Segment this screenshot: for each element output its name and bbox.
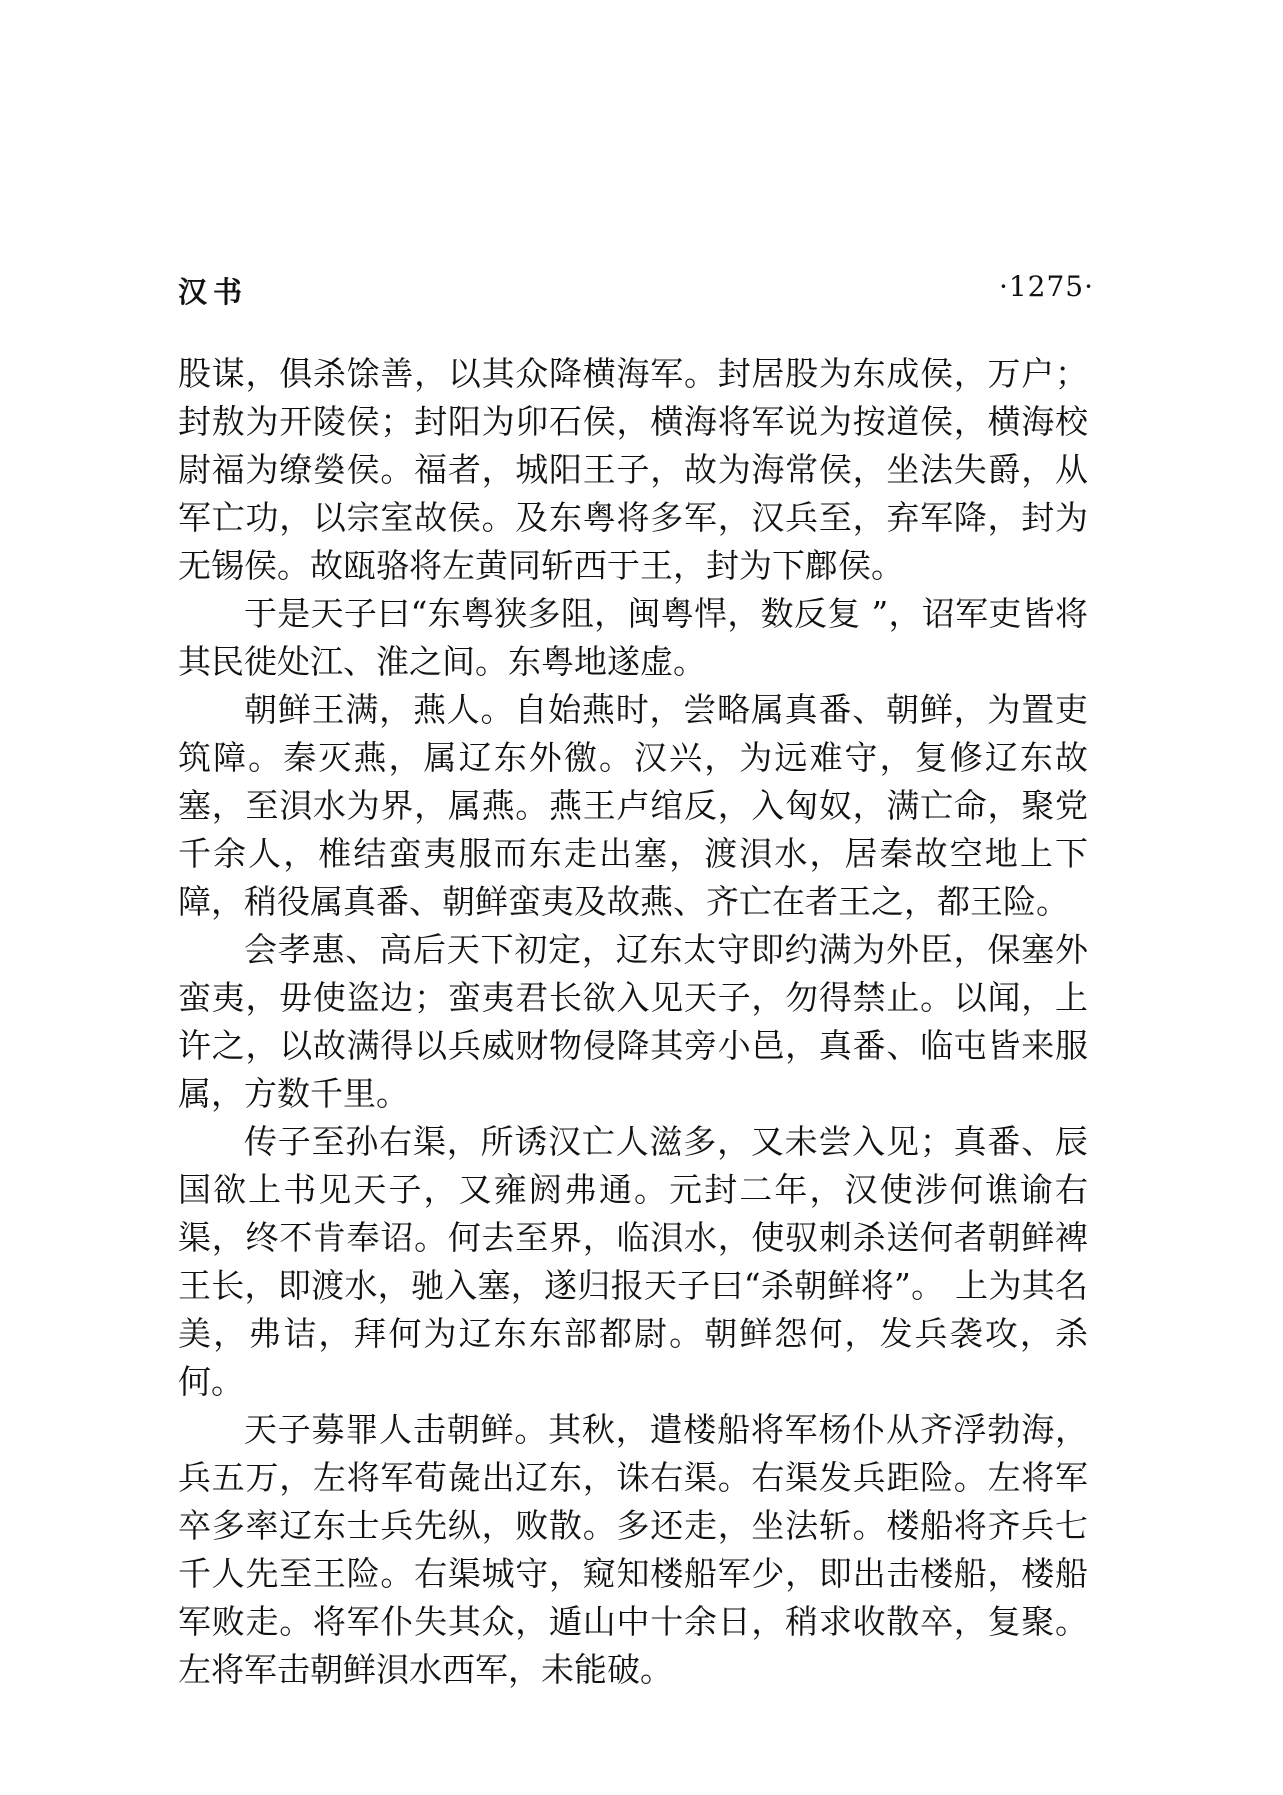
paragraph-6: 天子募罪人击朝鲜。其秋，遣楼船将军杨仆从齐浮勃海，兵五万，左将军荀彘出辽东，诛右渠。右渠发兵距险。左将军卒多率辽东士兵先纵，败散。多还走，坐法斩。楼船将齐兵七千人先至王险。右渠城守，窥知楼船军少，即出击楼船，楼船军败走。将军仆失其众，遁山中十余日，稍求收散卒，复聚。左将军击朝鲜浿水西军，未能破。 xyxy=(178,1410,1088,1689)
page-body xyxy=(178,350,1088,1694)
paragraph-2: 于是天子曰“东粤狭多阻，闽粤悍，数反复 ”，诏军吏皆将其民徙处江、淮之间。东粤地遂虚。 xyxy=(178,594,1088,681)
page-number: ·1275· xyxy=(998,270,1094,303)
book-title: 汉书 xyxy=(178,275,249,309)
paragraph-5: 传子至孙右渠，所诱汉亡人滋多，又未尝入见；真番、辰国欲上书见天子，又雍阏弗通。元封二年，汉使涉何谯谕右渠，终不肯奉诏。何去至界，临浿水，使驭刺杀送何者朝鲜裨王长，即渡水，驰入塞，遂归报天子曰“杀朝鲜将”。 上为其名美，弗诘，拜何为辽东东部都尉。朝鲜怨何，发兵袭攻，杀何。 xyxy=(178,1122,1088,1401)
paragraph-4: 会孝惠、高后天下初定，辽东太守即约满为外臣，保塞外蛮夷，毋使盗边；蛮夷君长欲入见天子，勿得禁止。以闻，上许之，以故满得以兵威财物侵降其旁小邑，真番、临屯皆来服属，方数千里。 xyxy=(178,930,1088,1113)
paragraph-3: 朝鲜王满，燕人。自始燕时，尝略属真番、朝鲜，为置吏筑障。秦灭燕，属辽东外徼。汉兴，为远难守，复修辽东故塞，至浿水为界，属燕。燕王卢绾反，入匈奴，满亡命，聚党千余人，椎结蛮夷服而东走出塞，渡浿水，居秦故空地上下障，稍役属真番、朝鲜蛮夷及故燕、齐亡在者王之，都王险。 xyxy=(178,690,1088,921)
paragraph-1: 股谋，俱杀馀善，以其众降横海军。封居股为东成侯，万户；封敖为开陵侯；封阳为卯石侯，横海将军说为按道侯，横海校尉福为缭嫈侯。福者，城阳王子，故为海常侯，坐法失爵，从军亡功，以宗室故侯。及东粤将多军，汉兵至，弃军降，封为无锡侯。故瓯骆将左黄同斩西于王，封为下鄜侯。 xyxy=(178,354,1088,585)
page-header xyxy=(178,270,1094,314)
